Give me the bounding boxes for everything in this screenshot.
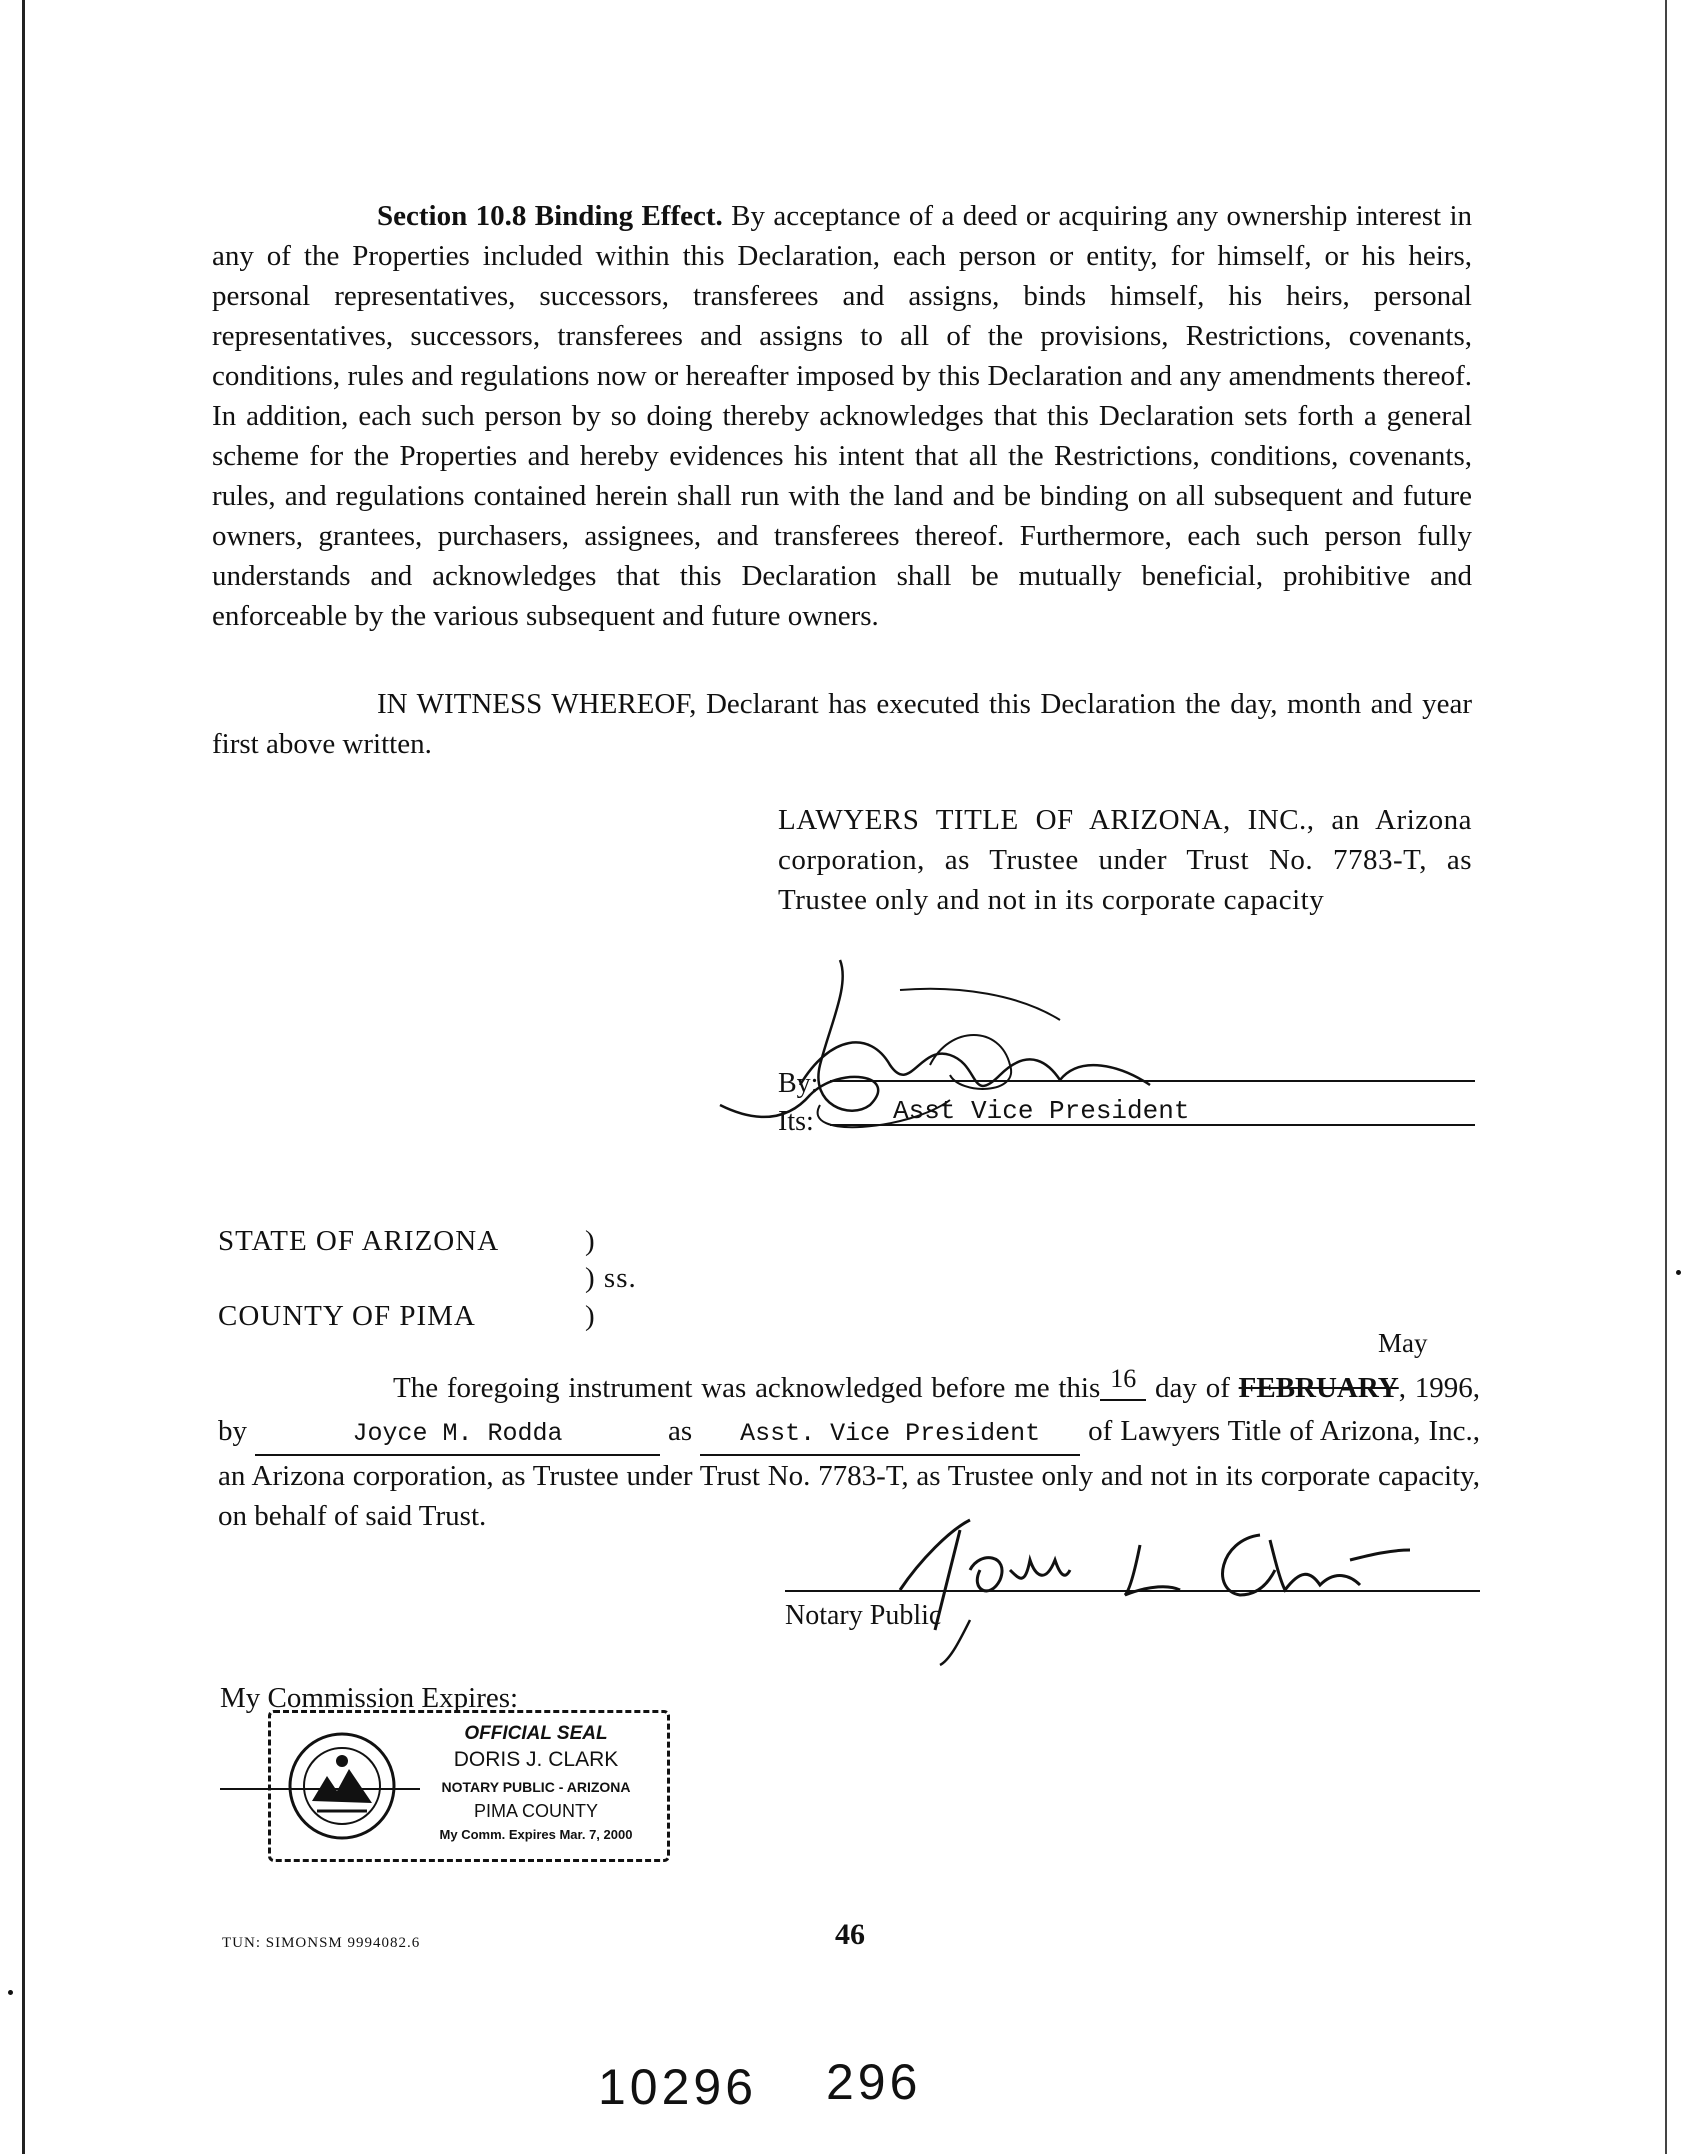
notary-signature-icon [880,1500,1440,1670]
month-handwritten: May [1378,1328,1428,1358]
notary-seal [268,1710,670,1862]
trustee-signature-icon [700,955,1220,1155]
file-code: TUN: SIMONSM 9994082.6 [222,1935,421,1951]
ack-text-3: , [1398,1372,1406,1404]
docket-page: 296 [826,2054,922,2110]
arizona-state-seal-icon [287,1731,397,1841]
seal-title: OFFICIAL SEAL [464,1723,608,1744]
section-body-text: By acceptance of a deed or acquiring any ownership interest in any of the Properties included within this Declaration, each person or entity, for himself, or his heirs, personal representatives, successors, transferees and assigns, binds himself, his heirs, personal representatives, successors, transferees and assigns to all of the provisions, Restrictions, covenants, conditions, rules and regulations now or hereafter imposed by this Declaration and any amendments thereof. In addition, each such person by so doing thereby acknowledges that this Declaration sets forth a general scheme for the Properties and hereby evidences his intent that all the Restrictions, conditions, covenants, rules, and regulations contained herein shall run with the land and be binding on all subsequent and future owners, grantees, purchasers, assignees, and transferees thereof. Furthermore, each such person fully understands and acknowledges that this Declaration shall be mutually beneficial, prohibitive and enforceable by the various subsequent and future owners. [212,200,1473,632]
ack-text-2: day of [1155,1372,1230,1404]
ack-name: Joyce M. Rodda [255,1414,660,1456]
section-heading: Section 10.8 Binding Effect. [377,200,723,232]
trustee-block: LAWYERS TITLE OF ARIZONA, INC., an Arizona corporation, as Trustee under Trust No. 7783-T, as Trustee only and not in its corporate capacity [778,804,1472,916]
seal-county: PIMA COUNTY [473,1801,598,1821]
ack-month-struck: FEBRUARY [1238,1372,1399,1404]
seal-expires: My Comm. Expires Mar. 7, 2000 [439,1827,633,1842]
venue-ss: ) ss. [585,1262,637,1294]
by-label: By: [778,1068,819,1099]
ack-text-1: The foregoing instrument was acknowledged before me this [393,1372,1101,1404]
witness-paragraph: IN WITNESS WHEREOF, Declarant has executed this Declaration the day, month and year first above written. [212,688,1472,760]
seal-role: NOTARY PUBLIC - ARIZONA [441,1779,631,1795]
page-number: 46 [835,1918,865,1951]
venue-state: STATE OF ARIZONA [218,1225,500,1257]
scan-speck [8,1990,13,1995]
venue-paren-1: ) [585,1225,596,1257]
scan-speck [1676,1270,1681,1275]
notary-public-label: Notary Public [785,1600,942,1631]
venue-paren-2: ) [585,1300,596,1332]
its-label: Its: [778,1106,814,1137]
venue-county: COUNTY OF PIMA [218,1300,476,1332]
ack-year-by: 1996, by [218,1372,1481,1447]
docket-book: 10296 [598,2059,758,2115]
ack-text-4: of Lawyers Title of Arizona, Inc., an Arizona corporation, as Trustee under Trust No. 7783-T, as Trustee only and not in its corporate capacity, on behalf of said Trust. [218,1415,1481,1532]
section-10-8-paragraph [212,196,1472,636]
ack-title: Asst. Vice President [700,1414,1080,1456]
seal-name: DORIS J. CLARK [453,1748,619,1771]
signer-title-typed: Asst Vice President [893,1096,1190,1126]
ack-day: 16 [1100,1359,1146,1401]
ack-as: as [668,1415,693,1447]
commission-expires-label: My Commission Expires: [220,1682,519,1714]
